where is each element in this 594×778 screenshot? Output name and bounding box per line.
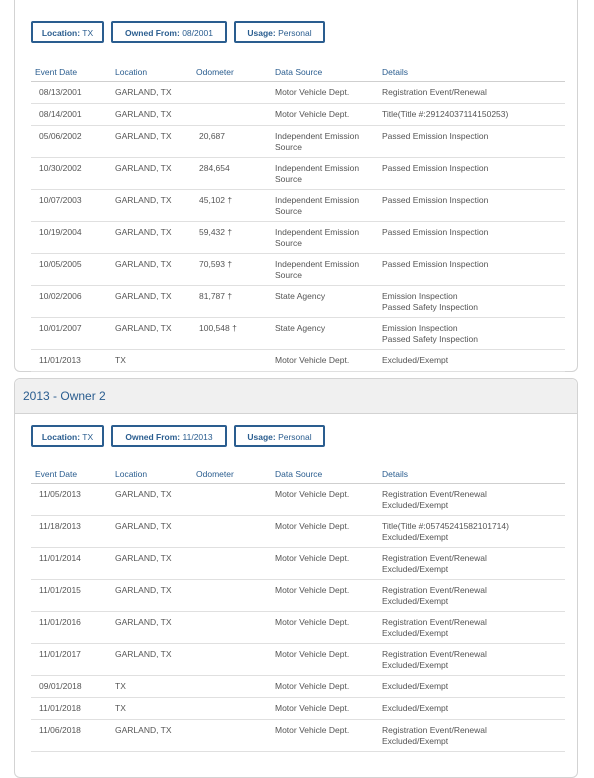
details-cell-line: Excluded/Exempt: [382, 703, 449, 713]
details-cell: [382, 109, 508, 120]
odometer-cell: [199, 259, 232, 270]
event-date-cell-line: 11/01/2016: [39, 617, 81, 627]
data-source-cell: [275, 323, 325, 334]
data-source-cell: [275, 649, 349, 660]
data-source-cell-line: Motor Vehicle Dept.: [275, 681, 350, 691]
event-date-cell: [39, 227, 82, 238]
location-cell-line: GARLAND, TX: [115, 227, 172, 237]
location-cell-line: GARLAND, TX: [115, 259, 172, 269]
location-cell-line: GARLAND, TX: [115, 585, 172, 595]
location-cell-line: GARLAND, TX: [115, 195, 172, 205]
data-source-cell-line: Motor Vehicle Dept.: [275, 489, 350, 499]
data-source-cell-line: Motor Vehicle Dept.: [275, 725, 350, 735]
event-date-cell: [39, 649, 81, 660]
table-row: [31, 548, 565, 580]
odometer-cell: [199, 195, 232, 206]
data-source-cell: [275, 195, 359, 216]
details-cell-line: Registration Event/Renewal: [382, 553, 487, 563]
event-date-cell: [39, 489, 81, 500]
table-row: [31, 318, 565, 350]
data-source-cell-line: Independent Emission: [275, 131, 360, 141]
odometer-cell: [199, 291, 232, 302]
table-row: [31, 254, 565, 286]
data-source-cell-line: Motor Vehicle Dept.: [275, 109, 350, 119]
event-date-cell: [39, 725, 81, 736]
location-badge: Location: TX: [31, 21, 104, 43]
data-source-cell: [275, 617, 349, 628]
data-source-cell: [275, 291, 325, 302]
location-cell-line: GARLAND, TX: [115, 553, 172, 563]
data-source-cell-line: Independent Emission: [275, 163, 360, 173]
location-cell: [115, 649, 172, 660]
col-odometer: Odometer: [196, 67, 234, 77]
details-cell-line: Emission Inspection: [382, 323, 458, 333]
data-source-cell-line: Motor Vehicle Dept.: [275, 553, 350, 563]
odometer-cell-line: 81,787 †: [199, 291, 233, 301]
table-row: [31, 286, 565, 318]
odometer-cell: [199, 227, 232, 238]
event-date-cell: [39, 87, 82, 98]
data-source-cell-line: Motor Vehicle Dept.: [275, 617, 350, 627]
event-date-cell: [39, 195, 82, 206]
table-row: [31, 720, 565, 752]
data-source-cell-line: Motor Vehicle Dept.: [275, 87, 350, 97]
event-date-cell: [39, 617, 81, 628]
event-date-cell-line: 11/18/2013: [39, 521, 81, 531]
location-badge: Location: TX: [31, 425, 104, 447]
event-date-cell: [39, 259, 82, 270]
usage-badge: Usage: Personal: [234, 21, 325, 43]
event-date-cell: [39, 553, 81, 564]
details-cell-line: Passed Safety Inspection: [382, 301, 478, 312]
details-cell-line: Excluded/Exempt: [382, 659, 449, 670]
data-source-cell-line: Motor Vehicle Dept.: [275, 355, 350, 365]
data-source-cell-line: Source: [275, 173, 302, 184]
details-cell: [382, 163, 488, 174]
location-cell-line: TX: [115, 355, 126, 365]
details-cell: [382, 703, 448, 714]
data-source-cell: [275, 725, 349, 736]
event-date-cell-line: 10/01/2007: [39, 323, 82, 333]
data-source-cell-line: Independent Emission: [275, 259, 360, 269]
event-date-cell: [39, 585, 81, 596]
col-details: Details: [382, 469, 408, 479]
details-cell-line: Excluded/Exempt: [382, 563, 449, 574]
event-date-cell: [39, 109, 82, 120]
location-cell: [115, 725, 172, 736]
location-cell: [115, 163, 172, 174]
location-cell-line: TX: [115, 681, 126, 691]
location-cell: [115, 109, 172, 120]
event-date-cell-line: 10/02/2006: [39, 291, 82, 301]
table-row: [31, 516, 565, 548]
table-header: [31, 61, 565, 82]
table-row: [31, 222, 565, 254]
data-source-cell: [275, 227, 359, 248]
details-cell-line: Registration Event/Renewal: [382, 87, 487, 97]
event-date-cell-line: 10/05/2005: [39, 259, 82, 269]
event-date-cell: [39, 521, 81, 532]
event-date-cell-line: 11/01/2013: [39, 355, 81, 365]
data-source-cell-line: Source: [275, 269, 302, 280]
event-date-cell: [39, 323, 82, 334]
event-date-cell: [39, 291, 82, 302]
data-source-cell: [275, 681, 349, 692]
data-source-cell: [275, 553, 349, 564]
details-cell-line: Excluded/Exempt: [382, 531, 449, 542]
table-row: [31, 484, 565, 516]
table-row: [31, 350, 565, 372]
details-cell-line: Registration Event/Renewal: [382, 617, 487, 627]
event-date-cell-line: 11/01/2014: [39, 553, 81, 563]
odometer-cell: [199, 163, 230, 174]
location-cell-line: GARLAND, TX: [115, 87, 172, 97]
owned-from-value: 11/2013: [182, 432, 213, 442]
event-date-cell-line: 10/30/2002: [39, 163, 82, 173]
col-event-date: Event Date: [35, 469, 78, 479]
data-source-cell: [275, 163, 359, 184]
odometer-cell: [199, 323, 237, 334]
location-cell: [115, 521, 172, 532]
details-cell-line: Passed Emission Inspection: [382, 259, 489, 269]
location-value: TX: [82, 28, 94, 38]
event-date-cell-line: 08/14/2001: [39, 109, 82, 119]
details-cell: [382, 617, 487, 638]
details-cell-line: Excluded/Exempt: [382, 595, 449, 606]
location-cell-line: GARLAND, TX: [115, 163, 172, 173]
owned-from-value: 08/2001: [182, 28, 213, 38]
location-cell-line: GARLAND, TX: [115, 291, 172, 301]
col-details: Details: [382, 67, 408, 77]
details-cell: [382, 131, 488, 142]
location-value: TX: [82, 432, 94, 442]
details-cell: [382, 227, 488, 238]
location-cell: [115, 489, 172, 500]
table-row: [31, 126, 565, 158]
location-cell: [115, 585, 172, 596]
event-date-cell-line: 11/01/2018: [39, 703, 81, 713]
table-row: [31, 612, 565, 644]
table-row: [31, 698, 565, 720]
details-cell: [382, 521, 509, 542]
details-cell-line: Emission Inspection: [382, 291, 458, 301]
details-cell: [382, 585, 487, 606]
data-source-cell-line: Independent Emission: [275, 227, 360, 237]
location-cell-line: GARLAND, TX: [115, 131, 172, 141]
owner-2-title: 2013 - Owner 2: [23, 389, 106, 403]
details-cell-line: Title(Title #:29124037114150253): [382, 109, 509, 119]
data-source-cell: [275, 131, 359, 152]
owned-from-badge: Owned From: 08/2001: [111, 21, 227, 43]
table-header: [31, 463, 565, 484]
owner-2-header: [15, 379, 577, 414]
owner-1-history-table: [31, 61, 565, 372]
data-source-cell-line: Independent Emission: [275, 195, 360, 205]
table-row: [31, 158, 565, 190]
event-date-cell: [39, 163, 82, 174]
event-date-cell-line: 10/19/2004: [39, 227, 82, 237]
data-source-cell: [275, 489, 349, 500]
owner-1-rows: [31, 82, 565, 372]
data-source-cell-line: Source: [275, 141, 302, 152]
data-source-cell-line: Source: [275, 237, 302, 248]
data-source-cell-line: State Agency: [275, 323, 326, 333]
details-cell: [382, 725, 487, 746]
table-row: [31, 104, 565, 126]
event-date-cell-line: 11/06/2018: [39, 725, 81, 735]
owner-1-card: [14, 0, 578, 372]
event-date-cell: [39, 681, 82, 692]
details-cell-line: Passed Emission Inspection: [382, 227, 489, 237]
odometer-cell-line: 45,102 †: [199, 195, 233, 205]
location-cell: [115, 131, 172, 142]
location-cell: [115, 703, 126, 714]
usage-badge: Usage: Personal: [234, 425, 325, 447]
owner-2-rows: [31, 484, 565, 752]
details-cell-line: Excluded/Exempt: [382, 681, 449, 691]
owner-2-card: [14, 378, 578, 778]
location-cell: [115, 87, 172, 98]
usage-value: Personal: [278, 28, 312, 38]
details-cell-line: Excluded/Exempt: [382, 627, 449, 638]
event-date-cell: [39, 355, 81, 366]
event-date-cell-line: 11/01/2017: [39, 649, 81, 659]
odometer-cell-line: 59,432 †: [199, 227, 233, 237]
usage-value: Personal: [278, 432, 312, 442]
odometer-cell-line: 20,687: [199, 131, 225, 141]
owner-2-history-table: [31, 463, 565, 752]
col-odometer: Odometer: [196, 469, 234, 479]
data-source-cell: [275, 87, 349, 98]
details-cell-line: Passed Emission Inspection: [382, 131, 489, 141]
location-cell: [115, 291, 172, 302]
col-location: Location: [115, 67, 148, 77]
location-cell: [115, 681, 126, 692]
location-cell-line: GARLAND, TX: [115, 521, 172, 531]
details-cell-line: Title(Title #:05745241582101714): [382, 521, 509, 531]
data-source-cell: [275, 585, 349, 596]
table-row: [31, 644, 565, 676]
table-row: [31, 190, 565, 222]
details-cell: [382, 259, 488, 270]
col-data-source: Data Source: [275, 67, 323, 77]
event-date-cell-line: 11/05/2013: [39, 489, 81, 499]
details-cell-line: Registration Event/Renewal: [382, 489, 487, 499]
details-cell: [382, 553, 487, 574]
details-cell-line: Registration Event/Renewal: [382, 585, 487, 595]
location-cell: [115, 617, 172, 628]
event-date-cell-line: 10/07/2003: [39, 195, 82, 205]
location-cell-line: GARLAND, TX: [115, 323, 172, 333]
table-row: [31, 676, 565, 698]
location-cell: [115, 323, 172, 334]
odometer-cell-line: 284,654: [199, 163, 230, 173]
data-source-cell: [275, 703, 349, 714]
data-source-cell-line: Motor Vehicle Dept.: [275, 585, 350, 595]
col-data-source: Data Source: [275, 469, 323, 479]
data-source-cell-line: Motor Vehicle Dept.: [275, 521, 350, 531]
data-source-cell-line: Source: [275, 205, 302, 216]
location-cell: [115, 227, 172, 238]
owned-from-badge: Owned From: 11/2013: [111, 425, 227, 447]
odometer-cell: [199, 131, 225, 142]
data-source-cell: [275, 109, 349, 120]
event-date-cell-line: 09/01/2018: [39, 681, 82, 691]
details-cell: [382, 489, 487, 510]
details-cell-line: Passed Safety Inspection: [382, 333, 478, 344]
col-event-date: Event Date: [35, 67, 78, 77]
event-date-cell: [39, 131, 82, 142]
details-cell-line: Registration Event/Renewal: [382, 649, 487, 659]
event-date-cell: [39, 703, 81, 714]
location-cell-line: GARLAND, TX: [115, 649, 172, 659]
event-date-cell-line: 08/13/2001: [39, 87, 82, 97]
details-cell-line: Registration Event/Renewal: [382, 725, 487, 735]
data-source-cell: [275, 355, 349, 366]
details-cell: [382, 323, 478, 344]
odometer-cell-line: 70,593 †: [199, 259, 233, 269]
data-source-cell-line: Motor Vehicle Dept.: [275, 649, 350, 659]
details-cell: [382, 649, 487, 670]
data-source-cell: [275, 521, 349, 532]
details-cell: [382, 355, 448, 366]
details-cell: [382, 87, 487, 98]
details-cell: [382, 681, 448, 692]
location-cell-line: GARLAND, TX: [115, 617, 172, 627]
table-row: [31, 82, 565, 104]
col-location: Location: [115, 469, 148, 479]
details-cell: [382, 291, 478, 312]
location-cell-line: GARLAND, TX: [115, 109, 172, 119]
data-source-cell-line: Motor Vehicle Dept.: [275, 703, 350, 713]
details-cell-line: Excluded/Exempt: [382, 735, 449, 746]
event-date-cell-line: 05/06/2002: [39, 131, 82, 141]
table-row: [31, 580, 565, 612]
location-cell: [115, 553, 172, 564]
data-source-cell-line: State Agency: [275, 291, 326, 301]
location-cell-line: TX: [115, 703, 126, 713]
details-cell-line: Excluded/Exempt: [382, 499, 449, 510]
location-cell: [115, 195, 172, 206]
details-cell-line: Excluded/Exempt: [382, 355, 449, 365]
event-date-cell-line: 11/01/2015: [39, 585, 81, 595]
details-cell-line: Passed Emission Inspection: [382, 163, 489, 173]
location-cell-line: GARLAND, TX: [115, 725, 172, 735]
location-cell-line: GARLAND, TX: [115, 489, 172, 499]
details-cell: [382, 195, 488, 206]
odometer-cell-line: 100,548 †: [199, 323, 237, 333]
location-cell: [115, 355, 126, 366]
location-cell: [115, 259, 172, 270]
details-cell-line: Passed Emission Inspection: [382, 195, 489, 205]
data-source-cell: [275, 259, 359, 280]
